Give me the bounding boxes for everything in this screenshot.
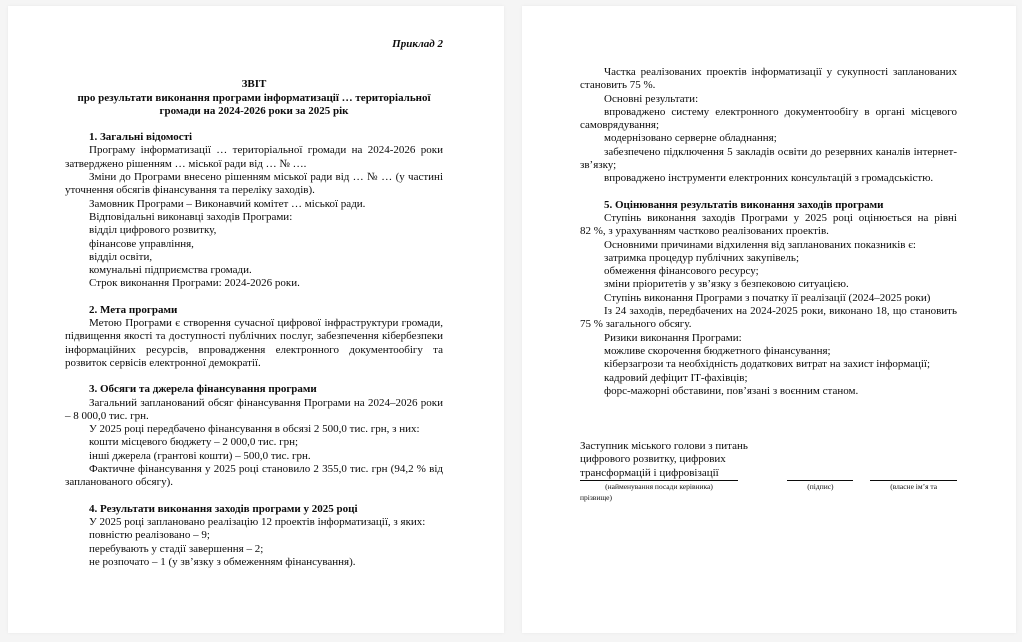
caption-position: (найменування посади керівника) [605, 482, 713, 492]
paragraph: Метою Програми є створення сучасної цифрової інфраструктури громади, підвищення якості та доступності публічних послуг, забезпечення кібербезпеки інформаційних ресурсів, впровадження електронного документообігу та розвиток сервісів електронної демократії. [65, 317, 443, 369]
paragraph: комунальні підприємства громади. [89, 264, 252, 277]
signature-position-column [580, 440, 760, 492]
paragraph: можливе скорочення бюджетного фінансування; [604, 344, 831, 357]
paragraph: інші джерела (грантові кошти) – 500,0 тис. грн. [89, 449, 311, 462]
paragraph: перебувають у стадії завершення – 2; [89, 542, 264, 555]
caption-name-part-2: прізвище) [580, 493, 612, 503]
section-heading: 1. Загальні відомості [89, 131, 193, 144]
paragraph: впроваджено систему електронного документообігу в органі місцевого самоврядування; [580, 105, 957, 132]
signature-name-column [870, 468, 957, 492]
signature-position-line-2: цифрового розвитку, цифрових [580, 453, 726, 466]
paragraph: кошти місцевого бюджету – 2 000,0 тис. грн; [89, 436, 299, 449]
paragraph: У 2025 році заплановано реалізацію 12 проектів інформатизації, з яких: [89, 515, 426, 528]
paragraph: Замовник Програми – Виконавчий комітет … міської ради. [89, 197, 366, 210]
paragraph: забезпечено підключення 5 закладів освіти до резервних каналів інтернет-зв’язку; [580, 145, 957, 172]
signature-position-line-3: трансформацій і цифровізації [580, 467, 738, 481]
caption-sign: (підпис) [807, 482, 834, 492]
section-heading: 3. Обсяги та джерела фінансування програми [89, 383, 317, 396]
paragraph: затримка процедур публічних закупівель; [604, 251, 799, 264]
paragraph: Основні результати: [604, 92, 699, 105]
paragraph: Фактичне фінансування у 2025 році становило 2 355,0 тис. грн (94,2 % від запланованого обсягу). [65, 463, 443, 489]
section-heading: 4. Результати виконання заходів програми у 2025 році [89, 502, 358, 515]
section-heading: 5. Оцінювання результатів виконання заходів програми [604, 198, 884, 211]
section-heading: 2. Мета програми [89, 303, 178, 316]
signature-block [580, 440, 957, 503]
paragraph: кіберзагрози та необхідність додаткових витрат на захист інформації; [604, 358, 931, 371]
paragraph: Строк виконання Програми: 2024-2026 роки. [89, 277, 300, 290]
paragraph: Із 24 заходів, передбачених на 2024-2025 роки, виконано 18, що становить 75 % загального обсягу. [580, 305, 957, 331]
paragraph: впроваджено інструменти електронних консультацій з громадськістю. [604, 172, 934, 185]
paragraph: Ступінь виконання заходів Програми у 2025 році оцінюється на рівні 82 %, з урахуванням частково реалізованих проектів. [580, 211, 957, 238]
paragraph: повністю реалізовано – 9; [89, 529, 210, 542]
paragraph: модернізовано серверне обладнання; [604, 132, 777, 145]
document-page-2 [522, 6, 1016, 633]
paragraph: кадровий дефіцит ІТ-фахівців; [604, 371, 748, 384]
document-page-1 [8, 6, 504, 633]
signature-sign-column [787, 468, 853, 492]
paragraph: Відповідальні виконавці заходів Програми: [89, 210, 293, 223]
paragraph: Програму інформатизації … територіальної громади на 2024-2026 роки затверджено рішенням … міської ради від … № …. [65, 144, 443, 170]
paragraph: фінансове управління, [89, 237, 194, 250]
report-subtitle: про результати виконання програми інформатизації … територіальної громади на 2024-2026 роки за 2025 рік [77, 91, 431, 117]
paragraph: форс-мажорні обставини, пов’язані з воєнним станом. [604, 384, 859, 397]
paragraph: відділ цифрового розвитку, [89, 224, 217, 237]
signature-columns [580, 440, 957, 492]
paragraph: обмеження фінансового ресурсу; [604, 265, 759, 278]
signature-position-line-1: Заступник міського голови з питань [580, 440, 748, 453]
paragraph: Основними причинами відхилення від запланованих показників є: [604, 238, 916, 251]
page-2-body [580, 66, 957, 398]
report-title: ЗВІТ [241, 78, 267, 91]
paragraph: зміни пріоритетів у зв’язку з безпековою ситуацією. [604, 278, 849, 291]
report-title-block [65, 78, 443, 118]
paragraph: відділ освіти, [89, 250, 153, 263]
paragraph: У 2025 році передбачено фінансування в обсязі 2 500,0 тис. грн, з них: [89, 423, 420, 436]
paragraph: Частка реалізованих проектів інформатизації у сукупності запланованих становить 75 %. [580, 66, 957, 92]
page-1-body [65, 131, 443, 569]
caption-name-part-1: (власне ім’я та [890, 482, 938, 492]
paragraph: Загальний запланований обсяг фінансування Програми на 2024–2026 роки – 8 000,0 тис. грн. [65, 396, 443, 422]
paragraph: Ступінь виконання Програми з початку її реалізації (2024–2025 роки) [604, 291, 931, 304]
signature-name-line [870, 468, 957, 481]
paragraph: Ризики виконання Програми: [604, 331, 742, 344]
example-label: Приклад 2 [392, 38, 443, 50]
signature-sign-line [787, 468, 853, 481]
paragraph: не розпочато – 1 (у зв’язку з обмеженням фінансування). [89, 555, 356, 568]
paragraph: Зміни до Програми внесено рішенням міської ради від … № … (у частині уточнення обсягів фінансування та переліку заходів). [65, 171, 443, 197]
